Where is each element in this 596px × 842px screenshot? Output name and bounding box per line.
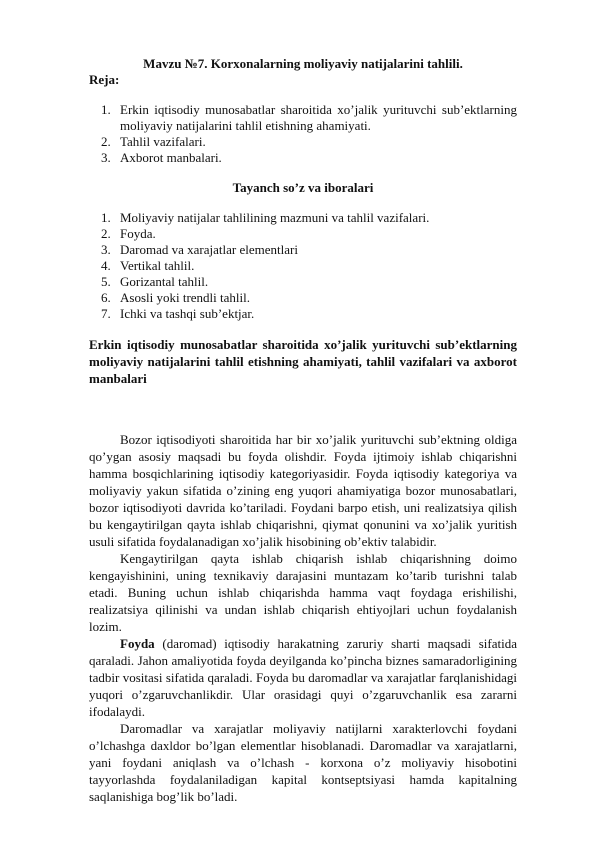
keyword-item — [89, 242, 517, 258]
keyword-text: Ichki va tashqi sub’ektjar. — [120, 306, 255, 321]
keyword-item — [89, 274, 517, 290]
list-number: 5. — [101, 274, 111, 289]
plan-item — [89, 150, 517, 166]
keyword-item — [89, 210, 517, 226]
list-number: 2. — [101, 134, 111, 149]
paragraph: Daromadlar va xarajatlar moliyaviy natijlarni xarakterlovchi foydani o’lchashga daxldor bo’lgan elementlar hisoblanadi. Daromadlar va xarajatlarni, yani foydani aniqlash va o’lchash - korxona o’z moliyaviy hisobotini tayyorlashda foydalaniladigan kapital kontseptsiyasi hamda kapitalning saqlanishiga bog’lik bo’ladi. — [89, 721, 517, 804]
keyword-text: Asosli yoki trendli tahlil. — [120, 290, 250, 305]
paragraph-rest: (daromad) iqtisodiy harakatning zaruriy sharti maqsadi sifatida qaraladi. Jahon amaliyotida foyda deyilganda ko’pincha biznes samaradorligining tadbir vositasi sifatida qaraladi. Foyda bu daromadlar va xarajatlar farqlanishidagi yuqori o’zgaruvchanlikdir. Ular orasidagi quyi o’zgaruvchanlik esa zararni ifodalaydi. — [89, 636, 517, 719]
plan-item-text: Axborot manbalari. — [120, 150, 222, 165]
keywords-list — [89, 210, 517, 322]
list-number: 3. — [101, 242, 111, 257]
list-number: 1. — [101, 210, 111, 225]
keyword-text: Daromad va xarajatlar elementlari — [120, 242, 298, 257]
list-number: 6. — [101, 290, 111, 305]
paragraph — [89, 635, 517, 720]
list-number: 7. — [101, 306, 111, 321]
plan-item-text: Tahlil vazifalari. — [120, 134, 206, 149]
body-text — [89, 431, 517, 805]
paragraph: Kengaytirilgan qayta ishlab chiqarish ishlab chiqarishning doimo kengayishinini, uning texnikaviy darajasini muntazam ko’tarib turishni talab etadi. Buning uchun ishlab chiqarishda hamma vaqt foydaga erishilishi, realizatsiya qilinishi va undan ishlab chiqarish ehtiyojlari uchun foydalanish lozim. — [89, 551, 517, 634]
list-number: 3. — [101, 150, 111, 165]
plan-label: Reja: — [89, 72, 120, 87]
keywords-heading: Tayanch so’z va iboralari — [232, 180, 374, 195]
keyword-text: Gorizantal tahlil. — [120, 274, 209, 289]
list-number: 4. — [101, 258, 111, 273]
keyword-text: Foyda. — [120, 226, 156, 241]
keyword-text: Moliyaviy natijalar tahlilining mazmuni va tahlil vazifalari. — [120, 210, 430, 225]
keyword-item — [89, 258, 517, 274]
keyword-item — [89, 226, 517, 242]
list-number: 1. — [101, 102, 111, 117]
plan-item — [89, 102, 517, 134]
section-heading: Erkin iqtisodiy munosabatlar sharoitida xo’jalik yurituvchi sub’ektlarning moliyaviy natijalarini tahlil etishning ahamiyati, tahlil vazifalari va axborot manbalari — [89, 337, 517, 386]
paragraph: Bozor iqtisodiyoti sharoitida har bir xo’jalik yurituvchi sub’ektning oldiga qo’ygan asosiy maqsadi bu foyda olishdir. Foyda ijtimoiy ishlab chiqarishni hamma bosqichlarining iqtisodiy kategoriyasidir. Foyda iqtisodiy kategoriya va moliyaviy yakun sifatida o’zining eng yuqori ahamiyatiga bozor munosabatlari, bozor iqtisodiyoti davrida ko’tariladi. Foydani barpo etish, uni realizatsiya qilish bu kengaytirilgan qayta ishlab chiqarishni, qiymat qonunini va xo’jalik yuritish usuli sifatida foydalanadigan xo’jalik hisobining ob’ektiv talabidir. — [89, 432, 517, 549]
paragraph-lead-term: Foyda — [120, 636, 155, 651]
keyword-item — [89, 290, 517, 306]
list-number: 2. — [101, 226, 111, 241]
document-title: Mavzu №7. Korxonalarning moliyaviy natijalarini tahlili. — [143, 56, 463, 71]
keyword-text: Vertikal tahlil. — [120, 258, 195, 273]
document-page — [89, 56, 517, 805]
plan-item — [89, 134, 517, 150]
keyword-item — [89, 306, 517, 322]
plan-item-text: Erkin iqtisodiy munosabatlar sharoitida xo’jalik yurituvchi sub’ektlarning moliyaviy natijalarini tahlil etishning ahamiyati. — [120, 102, 517, 133]
plan-list — [89, 102, 517, 166]
